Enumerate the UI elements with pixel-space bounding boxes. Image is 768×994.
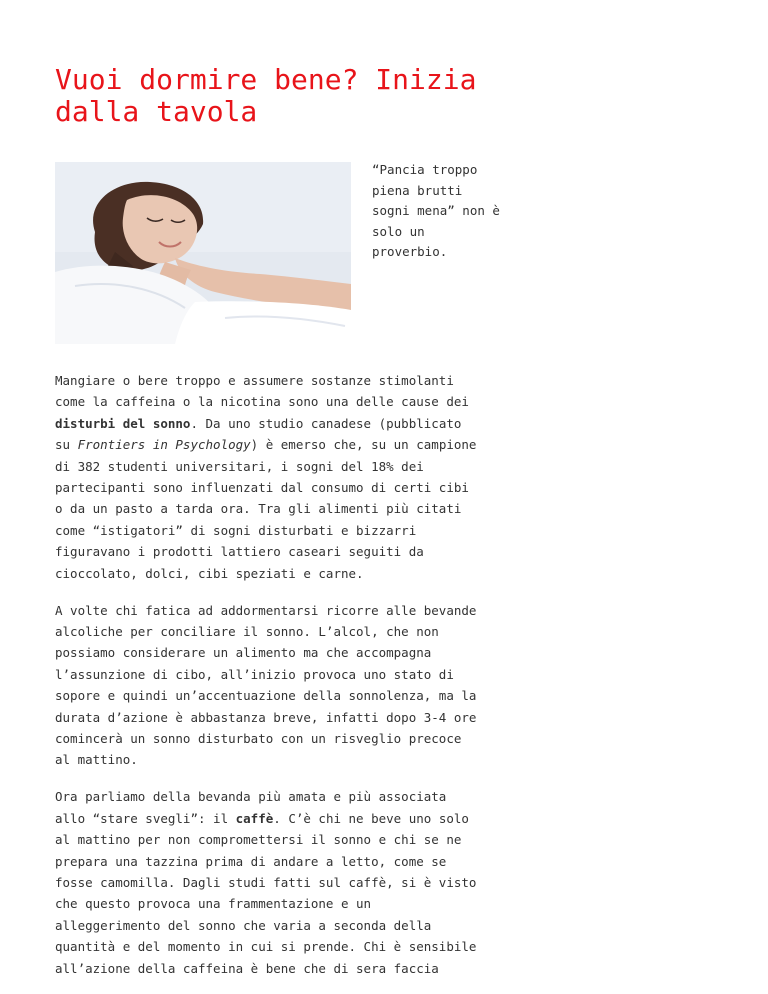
keyword-coffee: caffè [235, 810, 274, 826]
paragraph-1-text-a: Mangiare o bere troppo e assumere sostanze stimolanti come la caffeina o la nicotina sono una delle cause dei [55, 373, 469, 410]
paragraph-3-text-c: . C’è chi ne beve uno solo al mattino per non compromettersi il sonno e chi se ne prepara una tazzina prima di andare a letto, come se fosse camomilla. Dagli studi fatti sul caffè, si è visto che questo provoca una frammentazione e un alleggerimento del sonno che varia a seconda della quantità e del momento in cui si prende. Chi è sensibile all’azione della caffeina è bene che di sera faccia [55, 810, 477, 976]
article-photo [55, 162, 351, 344]
article-caption: “Pancia troppo piena brutti sogni mena” non è solo un proverbio. [372, 162, 500, 259]
paragraph-2: A volte chi fatica ad addormentarsi ricorre alle bevande alcoliche per conciliare il sonno. L’alcol, che non possiamo considerare un alimento ma che accompagna l’assunzione di cibo, all’inizio provoca uno stato di sopore e quindi un’accentuazione della sonnolenza, ma la durata d’azione è abbastanza breve, infatti dopo 3-4 ore comincerà un sonno disturbato con un risveglio precoce al mattino. [55, 602, 477, 768]
keyword-sleep-disorders: disturbi del sonno [55, 415, 191, 431]
article-figure [55, 160, 525, 345]
paragraph-3-text-a: Ora parliamo della bevanda più amata e più associata allo “stare svegli”: il [55, 789, 447, 826]
article-body [55, 370, 525, 994]
paragraph-1-text-c: . Da uno studio canadese (pubblicato su [55, 415, 462, 453]
paragraph-1 [55, 370, 525, 584]
journal-name: Frontiers in Psychology [77, 437, 251, 453]
sleeping-woman-illustration [55, 162, 351, 344]
paragraph-1-text-e: ) è emerso che, su un campione di 382 studenti universitari, i sogni del 18% dei partecipanti sono influenzati dal consumo di certi cibi o da un pasto a tarda ora. Tra gli alimenti più citati come “istigatori” di sogni disturbati e bizzarri figuravano i prodotti lattiero caseari seguiti da cioccolato, dolci, cibi speziati e carne. [55, 437, 477, 581]
paragraph-3 [55, 786, 525, 979]
article-title: Vuoi dormire bene? Inizia dalla tavola [55, 63, 477, 128]
